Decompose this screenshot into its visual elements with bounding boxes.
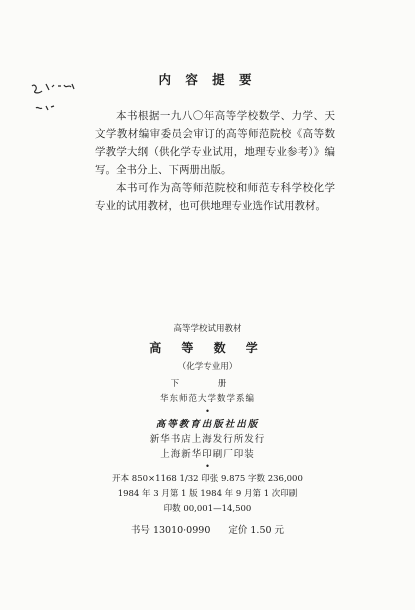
- edition-line: 1984 年 3 月第 1 版 1984 年 9 月第 1 次印刷: [117, 489, 298, 499]
- print-run-line: 印数 00,001—14,500: [163, 504, 252, 514]
- separator-dot: •: [205, 407, 210, 416]
- book-number-price-line: [0, 523, 415, 538]
- printer-line: 上海新华印刷厂印装: [160, 449, 255, 460]
- summary-paragraph-2: 本书可作为高等师范院校和师范专科学校化学专业的试用教材，也可供地理专业选作试用教材。: [95, 181, 335, 212]
- distributor-line: 新华书店上海发行所发行: [149, 434, 266, 445]
- book-title: 高 等 数 学: [149, 341, 266, 355]
- copyright-block: [0, 322, 415, 538]
- series-name: 高等学校试用教材: [173, 324, 242, 334]
- book-number: 书号 13010·0990: [130, 525, 211, 536]
- separator-dot: •: [205, 462, 210, 471]
- format-line: 开本 850×1168 1/32 印张 9.875 字数 236,000: [112, 474, 303, 484]
- summary-paragraph-1: 本书根据一九八〇年高等学校数学、力学、天文学教材编审委员会审订的高等师范院校《高等数学教学大纲（供化学专业试用，地理专业参考）》编写。全书分上、下两册出版。: [95, 109, 335, 176]
- author-line: 华东师范大学数学系编: [159, 394, 255, 404]
- price: 定价 1.50 元: [228, 525, 285, 536]
- volume-label: 下 册: [170, 379, 245, 389]
- summary-title: 内 容 提 要: [158, 72, 257, 87]
- publisher-line: 高等教育出版社出版: [155, 419, 260, 430]
- book-subtitle: （化学专业用）: [177, 362, 238, 372]
